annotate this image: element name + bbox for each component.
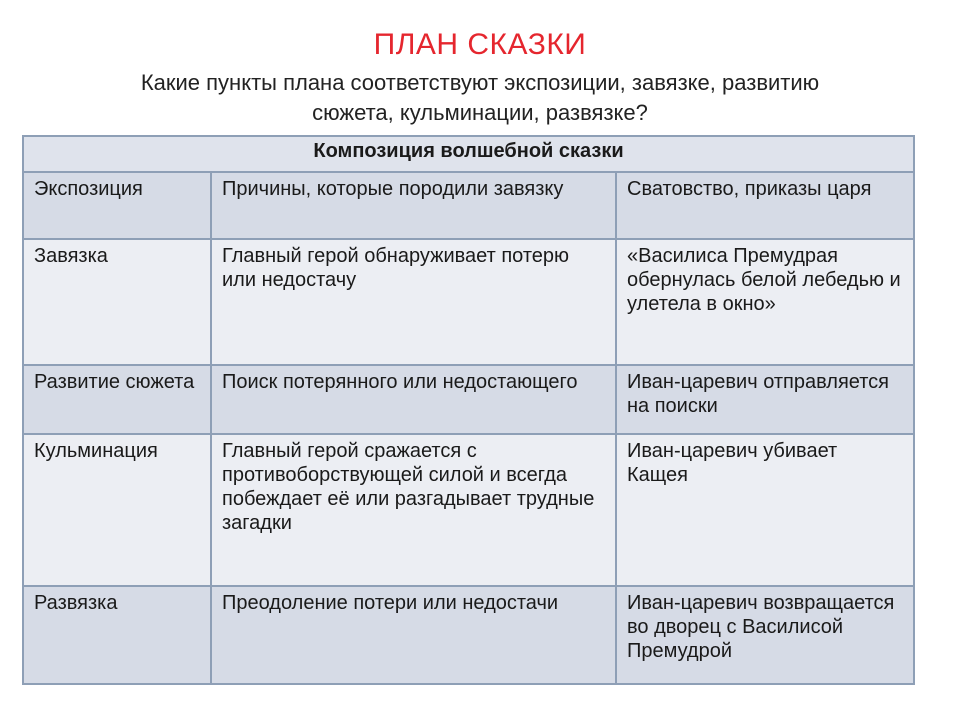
stage-cell: Развязка	[23, 586, 211, 684]
table-row	[23, 239, 914, 365]
table-row	[23, 586, 914, 684]
stage-cell: Экспозиция	[23, 172, 211, 239]
stage-cell: Кульминация	[23, 434, 211, 586]
table-row	[23, 365, 914, 434]
description-cell: Причины, которые породили завязку	[211, 172, 616, 239]
table-header: Композиция волшебной сказки	[23, 136, 914, 172]
composition-table	[22, 135, 915, 685]
slide-title: ПЛАН СКАЗКИ	[373, 28, 587, 61]
description-cell: Главный герой сражается с противоборствующей силой и всегда побеждает её или разгадывает трудные загадки	[211, 434, 616, 586]
stage-cell: Завязка	[23, 239, 211, 365]
table-row	[23, 434, 914, 586]
description-cell: Поиск потерянного или недостающего	[211, 365, 616, 434]
example-cell: Сватовство, приказы царя	[616, 172, 914, 239]
stage-cell: Развитие сюжета	[23, 365, 211, 434]
question-line-1: Какие пункты плана соответствуют экспозиции, завязке, развитию	[140, 70, 820, 95]
description-cell: Главный герой обнаруживает потерю или недостачу	[211, 239, 616, 365]
description-cell: Преодоление потери или недостачи	[211, 586, 616, 684]
table-row	[23, 172, 914, 239]
example-cell: Иван-царевич возвращается во дворец с Василисой Премудрой	[616, 586, 914, 684]
question-line-2: сюжета, кульминации, развязке?	[312, 100, 648, 125]
example-cell: Иван-царевич убивает Кащея	[616, 434, 914, 586]
example-cell: Иван-царевич отправляется на поиски	[616, 365, 914, 434]
example-cell: «Василиса Премудрая обернулась белой лебедью и улетела в окно»	[616, 239, 914, 365]
slide-question	[80, 68, 880, 128]
